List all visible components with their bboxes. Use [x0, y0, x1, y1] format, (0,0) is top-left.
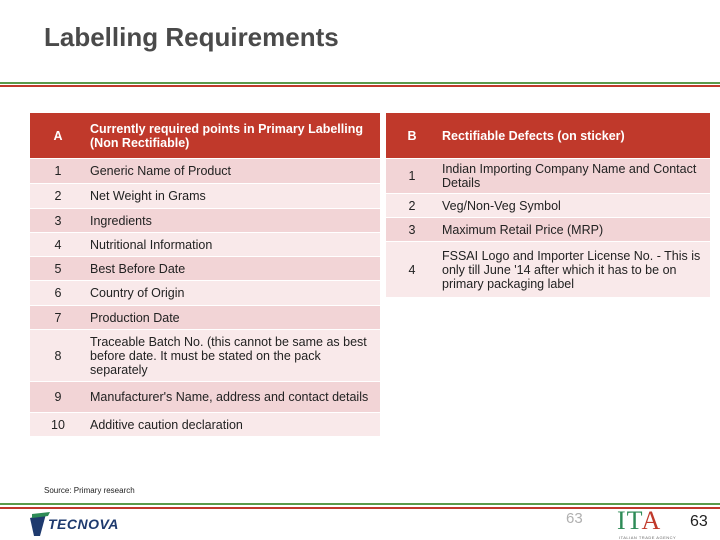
table-b-header-num: B	[386, 113, 438, 159]
row-text: Maximum Retail Price (MRP)	[438, 218, 710, 242]
row-text: Additive caution declaration	[86, 413, 380, 437]
table-non-rectifiable	[30, 113, 380, 437]
title-rule-green	[0, 82, 720, 84]
row-number: 7	[30, 306, 86, 330]
row-number: 1	[30, 159, 86, 184]
row-number: 8	[30, 330, 86, 382]
row-number: 3	[30, 209, 86, 233]
table-a-header-label: Currently required points in Primary Labelling (Non Rectifiable)	[86, 113, 380, 159]
row-number: 4	[386, 242, 438, 298]
table-row	[30, 257, 380, 281]
table-row	[30, 209, 380, 233]
row-text: Production Date	[86, 306, 380, 330]
table-row	[386, 194, 710, 218]
ita-logo	[617, 506, 677, 540]
ita-wordmark-accent: A	[641, 506, 662, 535]
row-number: 3	[386, 218, 438, 242]
table-row	[30, 330, 380, 382]
page-number: 63	[690, 513, 708, 530]
row-text: Generic Name of Product	[86, 159, 380, 184]
table-row	[30, 306, 380, 330]
row-number: 6	[30, 281, 86, 306]
row-text: FSSAI Logo and Importer License No. - This is only till June '14 after which it has to be on primary packaging label	[438, 242, 710, 298]
table-row	[30, 413, 380, 437]
table-b-header	[386, 113, 710, 159]
row-text: Ingredients	[86, 209, 380, 233]
row-text: Manufacturer's Name, address and contact details	[86, 382, 380, 413]
table-row	[386, 218, 710, 242]
row-text: Best Before Date	[86, 257, 380, 281]
table-a-header	[30, 113, 380, 159]
row-text: Country of Origin	[86, 281, 380, 306]
source-note: Source: Primary research	[44, 486, 135, 495]
ita-wordmark	[617, 506, 661, 535]
row-text: Traceable Batch No. (this cannot be same as best before date. It must be stated on the pack separately	[86, 330, 380, 382]
ita-tagline: ITALIAN TRADE AGENCY	[619, 535, 677, 540]
tecnova-logo	[28, 510, 119, 540]
table-row	[386, 159, 710, 194]
table-row	[30, 382, 380, 413]
row-number: 4	[30, 233, 86, 257]
table-row	[386, 242, 710, 298]
tecnova-wordmark: TECNOVA	[48, 516, 119, 532]
row-number: 9	[30, 382, 86, 413]
page-number-ghost: 63	[566, 510, 583, 527]
table-row	[30, 233, 380, 257]
row-text: Net Weight in Grams	[86, 184, 380, 209]
row-text: Nutritional Information	[86, 233, 380, 257]
table-b-header-label: Rectifiable Defects (on sticker)	[438, 113, 710, 159]
row-number: 2	[386, 194, 438, 218]
row-text: Indian Importing Company Name and Contact Details	[438, 159, 710, 194]
title-rule-red	[0, 85, 720, 87]
table-row	[30, 159, 380, 184]
table-a-header-num: A	[30, 113, 86, 159]
row-number: 1	[386, 159, 438, 194]
row-number: 2	[30, 184, 86, 209]
slide-title: Labelling Requirements	[44, 22, 339, 52]
footer-rule-green	[0, 503, 720, 505]
ita-wordmark-main: IT	[617, 506, 642, 535]
footer-rule-red	[0, 507, 720, 509]
row-text: Veg/Non-Veg Symbol	[438, 194, 710, 218]
table-row	[30, 281, 380, 306]
table-row	[30, 184, 380, 209]
table-rectifiable	[386, 113, 710, 298]
row-number: 5	[30, 257, 86, 281]
row-number: 10	[30, 413, 86, 437]
